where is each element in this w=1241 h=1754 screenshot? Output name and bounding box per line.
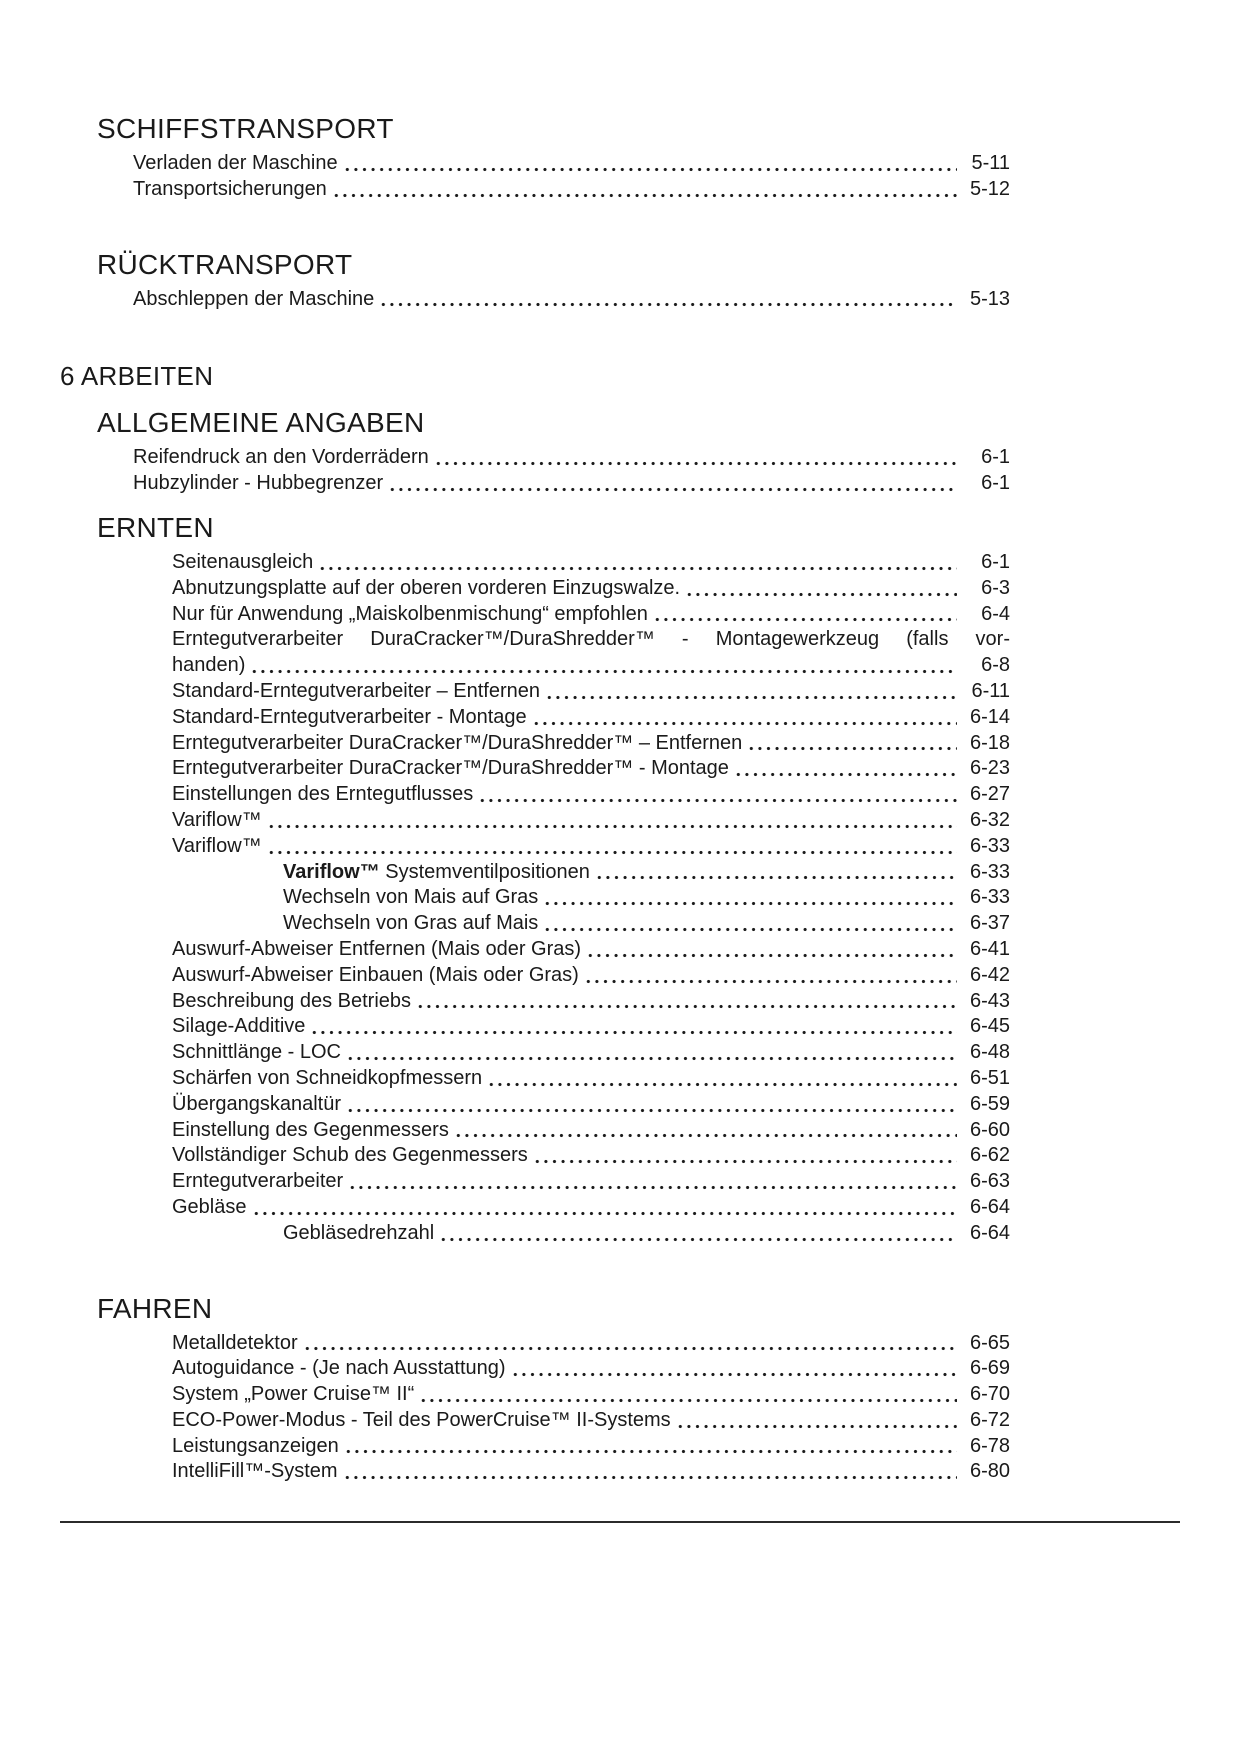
toc-entry[interactable]	[172, 1014, 1010, 1040]
toc-entry-continuation-line	[172, 653, 1010, 679]
toc-entry-page: 6-23	[969, 757, 1010, 780]
toc-entry[interactable]	[133, 445, 1010, 471]
dot-leader	[346, 1107, 957, 1114]
toc-entry[interactable]	[172, 1092, 1010, 1118]
toc-entry-page: 6-65	[969, 1331, 1010, 1354]
toc-entry-label: Schärfen von Schneidkopfmessern	[172, 1066, 483, 1089]
toc-entry[interactable]	[172, 808, 1010, 834]
dot-leader	[348, 1184, 957, 1191]
toc-entry-page: 6-64	[969, 1221, 1010, 1244]
toc-entry-page: 6-60	[969, 1118, 1010, 1141]
toc-entry-page: 6-33	[969, 886, 1010, 909]
dot-leader	[318, 565, 957, 572]
toc-entry-label: Transportsicherungen	[133, 177, 327, 200]
toc-entry-page: 6-64	[969, 1195, 1010, 1218]
dot-leader	[584, 978, 957, 985]
toc-entry-label: Silage-Additive	[172, 1015, 306, 1038]
dot-leader	[543, 926, 957, 933]
dot-leader	[487, 1081, 957, 1088]
dot-leader	[267, 849, 957, 856]
toc-entry[interactable]	[283, 860, 1010, 886]
toc-entry-page: 6-1	[981, 472, 1010, 495]
toc-entry[interactable]	[172, 756, 1010, 782]
toc-entry-label: Verladen der Maschine	[133, 152, 338, 174]
section-heading: RÜCKTRANSPORT	[97, 248, 353, 280]
toc-entry[interactable]	[172, 731, 1010, 757]
dot-leader	[439, 1236, 957, 1243]
toc-entry[interactable]	[172, 1118, 1010, 1144]
toc-entry[interactable]	[172, 602, 1010, 628]
toc-entry-label: Gebläsedrehzahl	[283, 1221, 435, 1244]
toc-entry[interactable]	[133, 471, 1010, 497]
toc-entry-page: 6-63	[969, 1170, 1010, 1193]
toc-entry[interactable]	[283, 1221, 1010, 1247]
dot-leader	[747, 745, 957, 752]
toc-entry-label: Schnittlänge - LOC	[172, 1041, 341, 1064]
toc-list	[0, 112, 1241, 1485]
section-heading: ALLGEMEINE ANGABEN	[97, 407, 425, 439]
toc-entry-page: 6-33	[969, 860, 1010, 883]
footer-divider	[60, 1521, 1180, 1523]
section-heading: FAHREN	[97, 1292, 213, 1324]
toc-entry[interactable]	[172, 1434, 1010, 1460]
toc-entry-label: Seitenausgleich	[172, 550, 314, 573]
toc-entry-label-bold: Variflow™	[283, 860, 380, 883]
toc-entry[interactable]	[0, 627, 1241, 679]
dot-leader	[344, 1448, 957, 1455]
dot-leader	[734, 771, 957, 778]
dot-leader	[343, 166, 957, 173]
toc-entry-page: 6-27	[969, 783, 1010, 806]
toc-entry-page: 6-18	[969, 731, 1010, 754]
dot-leader	[252, 1210, 958, 1217]
toc-entry-label: System „Power Cruise™ II“	[172, 1383, 415, 1406]
toc-entry-label: Erntegutverarbeiter DuraCracker™/DuraShredder™ - Montage	[172, 757, 729, 780]
toc-entry-page: 6-48	[969, 1041, 1010, 1064]
dot-leader	[250, 668, 957, 675]
dot-leader	[343, 1474, 957, 1481]
dot-leader	[388, 486, 957, 493]
toc-entry-label: Wechseln von Mais auf Gras	[283, 886, 539, 909]
toc-entry-page: 5-11	[971, 152, 1010, 174]
toc-entry-label: Abschleppen der Maschine	[133, 287, 375, 310]
toc-entry-page: 6-11	[971, 679, 1010, 702]
toc-entry[interactable]	[172, 576, 1010, 602]
toc-entry[interactable]	[172, 782, 1010, 808]
toc-entry-label: Autoguidance - (Je nach Ausstattung)	[172, 1357, 506, 1380]
dot-leader	[454, 1132, 957, 1139]
toc-entry-page: 5-13	[969, 287, 1010, 310]
toc-entry-label: Standard-Erntegutverarbeiter – Entfernen	[172, 679, 540, 702]
toc-entry-page: 6-70	[969, 1383, 1010, 1406]
toc-entry-label: Auswurf-Abweiser Einbauen (Mais oder Gras)	[172, 963, 579, 986]
toc-entry-label: Variflow™	[172, 808, 262, 831]
toc-entry-page: 6-51	[969, 1066, 1010, 1089]
toc-entry-page: 6-4	[981, 602, 1010, 625]
toc-entry[interactable]	[172, 1066, 1010, 1092]
toc-entry[interactable]	[172, 1040, 1010, 1066]
toc-entry-label: IntelliFill™-System	[172, 1460, 338, 1483]
dot-leader	[478, 797, 957, 804]
dot-leader	[676, 1423, 957, 1430]
dot-leader	[511, 1371, 957, 1378]
dot-leader	[267, 823, 957, 830]
toc-entry[interactable]	[172, 1195, 1010, 1221]
toc-entry-page: 6-32	[969, 808, 1010, 831]
toc-entry[interactable]	[172, 1382, 1010, 1408]
dot-leader	[653, 616, 957, 623]
toc-entry-label: Variflow™ Systemventilpositionen	[283, 860, 590, 883]
toc-entry-label: handen)	[172, 654, 246, 677]
toc-entry[interactable]	[172, 937, 1010, 963]
toc-entry-label: Beschreibung des Betriebs	[172, 989, 412, 1012]
toc-entry-label: Standard-Erntegutverarbeiter - Montage	[172, 705, 527, 728]
toc-entry[interactable]	[172, 1459, 1010, 1485]
dot-leader	[685, 591, 957, 598]
toc-entry-label: Leistungsanzeigen	[172, 1434, 339, 1457]
dot-leader	[419, 1397, 957, 1404]
toc-entry-label: Gebläse	[172, 1195, 247, 1218]
toc-entry[interactable]	[172, 1143, 1010, 1169]
section-heading: ERNTEN	[97, 511, 214, 543]
dot-leader	[532, 720, 957, 727]
toc-entry[interactable]	[283, 911, 1010, 937]
dot-leader	[543, 900, 957, 907]
toc-entry-page: 6-41	[969, 937, 1010, 960]
dot-leader	[416, 1003, 957, 1010]
toc-entry[interactable]	[172, 834, 1010, 860]
dot-leader	[303, 1345, 957, 1352]
toc-entry[interactable]	[172, 679, 1010, 705]
toc-entry-page: 6-1	[981, 550, 1010, 573]
toc-entry-page: 6-78	[969, 1434, 1010, 1457]
toc-entry[interactable]	[172, 1169, 1010, 1195]
dot-leader	[346, 1055, 957, 1062]
toc-entry[interactable]	[133, 177, 1010, 203]
toc-entry[interactable]	[133, 151, 1010, 177]
toc-entry-label: Metalldetektor	[172, 1331, 298, 1354]
toc-entry-label: Einstellungen des Erntegutflusses	[172, 783, 474, 806]
toc-entry-page: 6-33	[969, 834, 1010, 857]
toc-entry-page: 6-80	[969, 1460, 1010, 1483]
toc-entry[interactable]	[133, 287, 1010, 313]
toc-entry[interactable]	[172, 989, 1010, 1015]
toc-entry-label: Nur für Anwendung „Maiskolbenmischung“ empfohlen	[172, 602, 648, 625]
toc-entry-label: Reifendruck an den Vorderrädern	[133, 446, 429, 469]
toc-entry-page: 6-62	[969, 1144, 1010, 1167]
toc-entry-label: Übergangskanaltür	[172, 1092, 341, 1115]
toc-entry[interactable]	[172, 550, 1010, 576]
dot-leader	[545, 694, 957, 701]
toc-entry-page: 6-1	[981, 446, 1010, 469]
section-heading: SCHIFFSTRANSPORT	[97, 113, 394, 144]
toc-entry[interactable]	[172, 1356, 1010, 1382]
chapter-heading: 6 ARBEITEN	[60, 361, 214, 392]
toc-entry-page: 6-43	[969, 989, 1010, 1012]
toc-entry-label: Auswurf-Abweiser Entfernen (Mais oder Gras)	[172, 937, 582, 960]
toc-entry-page: 6-59	[969, 1092, 1010, 1115]
dot-leader	[586, 952, 957, 959]
dot-leader	[434, 460, 957, 467]
toc-entry-page: 6-45	[969, 1015, 1010, 1038]
toc-entry-label: Wechseln von Gras auf Mais	[283, 912, 539, 935]
toc-entry-page: 6-72	[969, 1408, 1010, 1431]
toc-entry[interactable]	[172, 1408, 1010, 1434]
dot-leader	[379, 301, 957, 308]
toc-entry-label: Einstellung des Gegenmessers	[172, 1118, 449, 1141]
toc-entry-label: Hubzylinder - Hubbegrenzer	[133, 472, 384, 495]
dot-leader	[595, 874, 957, 881]
toc-entry[interactable]	[172, 705, 1010, 731]
toc-entry-label: Variflow™	[172, 834, 262, 857]
dot-leader	[332, 192, 957, 199]
toc-entry[interactable]	[172, 1331, 1010, 1357]
toc-entry-label: Erntegutverarbeiter	[172, 1170, 344, 1193]
toc-entry[interactable]	[283, 885, 1010, 911]
toc-entry[interactable]	[172, 963, 1010, 989]
dot-leader	[310, 1029, 957, 1036]
toc-entry-page: 6-69	[969, 1357, 1010, 1380]
toc-entry-page: 6-14	[969, 705, 1010, 728]
toc-entry-page: 6-3	[981, 576, 1010, 599]
dot-leader	[533, 1158, 957, 1165]
toc-entry-label: Erntegutverarbeiter DuraCracker™/DuraShredder™ – Entfernen	[172, 731, 743, 754]
toc-entry-page: 6-37	[969, 912, 1010, 935]
toc-entry-label: Abnutzungsplatte auf der oberen vorderen Einzugswalze.	[172, 576, 681, 599]
toc-entry-page: 5-12	[969, 177, 1010, 200]
toc-entry-label: Vollständiger Schub des Gegenmessers	[172, 1144, 528, 1167]
toc-entry-wrapped-line: Erntegutverarbeiter DuraCracker™/DuraShredder™ - Montagewerkzeug (falls vor-	[172, 628, 1010, 651]
toc-entry-label: ECO-Power-Modus - Teil des PowerCruise™ II-Systems	[172, 1408, 671, 1431]
toc-entry-page: 6-8	[981, 654, 1010, 677]
toc-entry-page: 6-42	[969, 963, 1010, 986]
